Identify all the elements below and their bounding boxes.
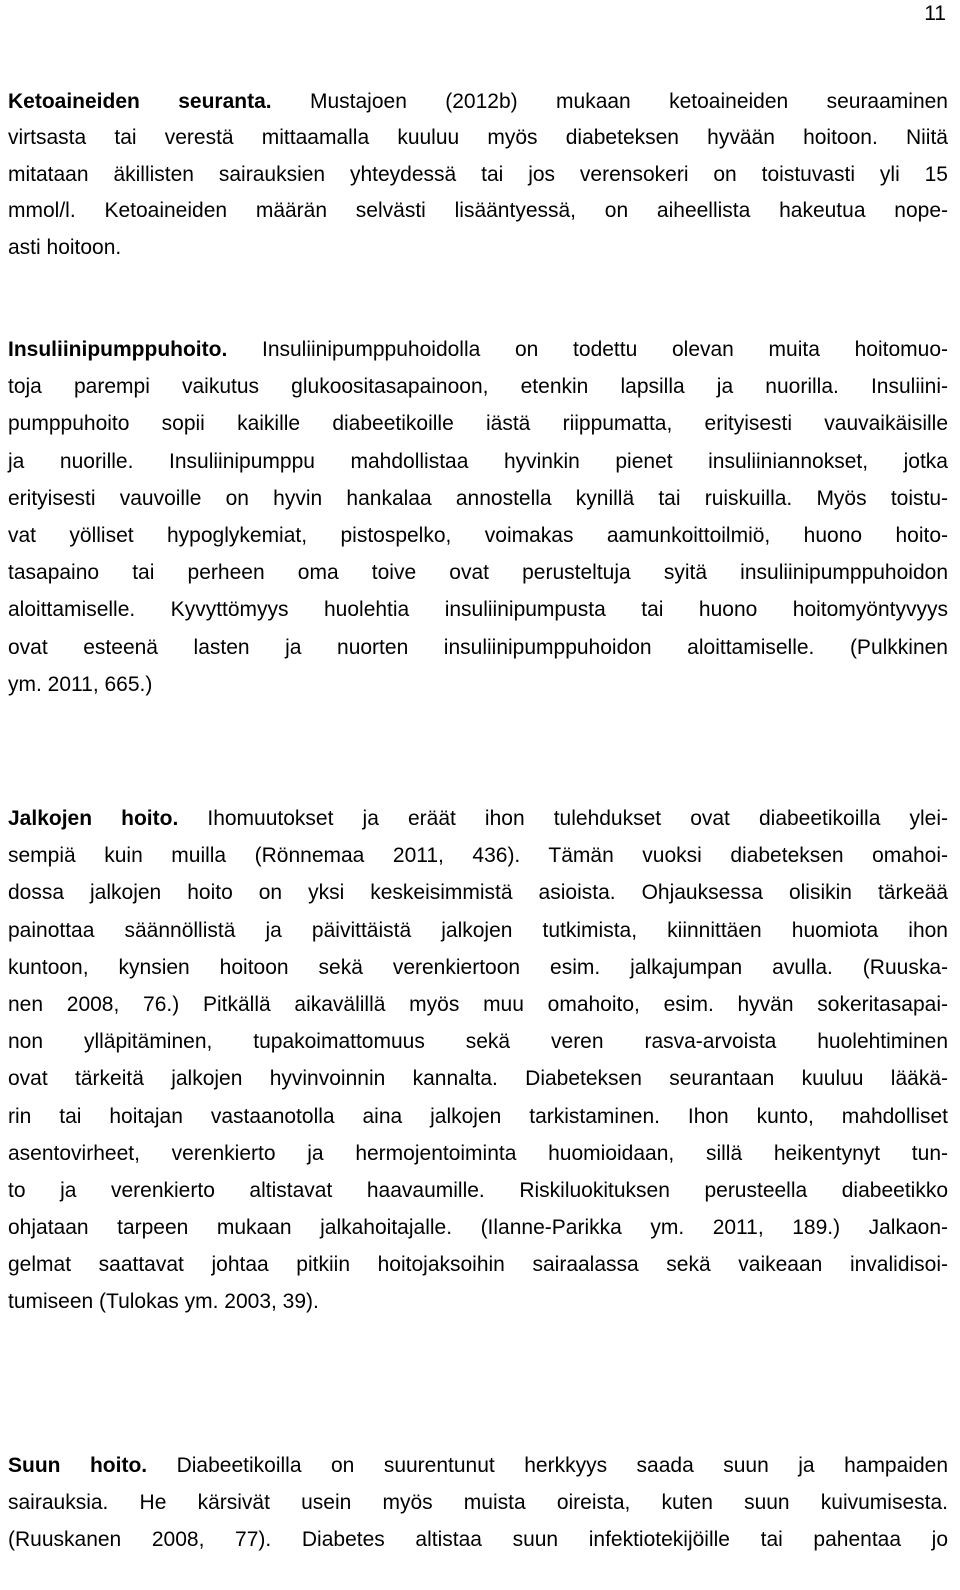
paragraph-line: non ylläpitäminen, tupakoimattomuus sekä veren rasva-arvoista huolehtiminen xyxy=(8,1030,948,1054)
paragraph-line: mitataan äkillisten sairauksien yhteydessä tai jos verensokeri on toistuvasti yli 15 xyxy=(8,162,948,186)
paragraph-line: toja parempi vaikutus glukoositasapainoon, etenkin lapsilla ja nuorilla. Insuliini- xyxy=(8,375,948,399)
section-ketoaineiden-seuranta xyxy=(8,84,948,266)
paragraph-line xyxy=(8,1447,948,1484)
paragraph-line: mmol/l. Ketoaineiden määrän selvästi lisääntyessä, on aiheellista hakeutua nope- xyxy=(8,199,948,223)
paragraph-line: ovat tärkeitä jalkojen hyvinvoinnin kannalta. Diabeteksen seurantaan kuuluu lääkä- xyxy=(8,1067,948,1091)
paragraph-line: to ja verenkierto altistavat haavaumille. Riskiluokituksen perusteella diabeetikko xyxy=(8,1178,948,1202)
page-number: 11 xyxy=(924,2,946,25)
paragraph-line: ja nuorille. Insuliinipumppu mahdollistaa hyvinkin pienet insuliiniannokset, jotka xyxy=(8,449,948,473)
paragraph-line: gelmat saattavat johtaa pitkiin hoitojaksoihin sairaalassa sekä vaikeaan invalidisoi- xyxy=(8,1253,948,1277)
section-heading: Insuliinipumppuhoito. xyxy=(8,338,228,361)
paragraph-text: Diabeetikoilla on suurentunut herkkyys saada suun ja hampaiden xyxy=(147,1454,948,1477)
section-suun-hoito xyxy=(8,1447,948,1559)
section-jalkojen-hoito xyxy=(8,800,948,1321)
paragraph-line: ovat esteenä lasten ja nuorten insuliinipumppuhoidon aloittamiselle. (Pulkkinen xyxy=(8,635,948,659)
paragraph-line: sempiä kuin muilla (Rönnemaa 2011, 436). Tämän vuoksi diabeteksen omahoi- xyxy=(8,844,948,868)
section-heading: Ketoaineiden seuranta. xyxy=(8,90,272,113)
paragraph-line: kuntoon, kynsien hoitoon sekä verenkiertoon esim. jalkajumpan avulla. (Ruuska- xyxy=(8,955,948,979)
paragraph-line: erityisesti vauvoille on hyvin hankalaa annostella kynillä tai ruiskuilla. Myös toistu- xyxy=(8,486,948,510)
paragraph-line: dossa jalkojen hoito on yksi keskeisimmistä asioista. Ohjauksessa olisikin tärkeää xyxy=(8,881,948,905)
paragraph-line: pumppuhoito sopii kaikille diabeetikoille iästä riippumatta, erityisesti vauvaikäisille xyxy=(8,412,948,436)
paragraph-line: asti hoitoon. xyxy=(8,235,122,259)
paragraph-text: Ihomuutokset ja eräät ihon tulehdukset ovat diabeetikoilla ylei- xyxy=(178,807,948,830)
paragraph-line xyxy=(8,331,948,368)
paragraph-line: ohjataan tarpeen mukaan jalkahoitajalle. (Ilanne-Parikka ym. 2011, 189.) Jalkaon- xyxy=(8,1216,948,1240)
paragraph-line: vat yölliset hypoglykemiat, pistospelko, voimakas aamunkoittoilmiö, huono hoito- xyxy=(8,523,948,547)
section-heading: Suun hoito. xyxy=(8,1454,148,1477)
paragraph-line: painottaa säännöllistä ja päivittäistä jalkojen tutkimista, kiinnittäen huomiota ihon xyxy=(8,918,948,942)
paragraph-line: asentovirheet, verenkierto ja hermojentoiminta huomioidaan, sillä heikentynyt tun- xyxy=(8,1141,948,1165)
paragraph-line: sairauksia. He kärsivät usein myös muista oireista, kuten suun kuivumisesta. xyxy=(8,1491,948,1515)
paragraph-line xyxy=(8,800,948,837)
paragraph-line: tumiseen (Tulokas ym. 2003, 39). xyxy=(8,1290,319,1314)
section-heading: Jalkojen hoito. xyxy=(8,807,179,830)
paragraph-line xyxy=(8,84,948,120)
paragraph-line: tasapaino tai perheen oma toive ovat perusteltuja syitä insuliinipumppuhoidon xyxy=(8,561,948,585)
paragraph-line: ym. 2011, 665.) xyxy=(8,672,153,696)
paragraph-line: (Ruuskanen 2008, 77). Diabetes altistaa suun infektiotekijöille tai pahentaa jo xyxy=(8,1528,948,1552)
section-insuliinipumppuhoito xyxy=(8,331,948,703)
paragraph-text: Insuliinipumppuhoidolla on todettu olevan muita hoitomuo- xyxy=(227,338,948,361)
paragraph-text: Mustajoen (2012b) mukaan ketoaineiden seuraaminen xyxy=(271,90,948,113)
paragraph-line: rin tai hoitajan vastaanotolla aina jalkojen tarkistaminen. Ihon kunto, mahdolliset xyxy=(8,1104,948,1128)
paragraph-line: virtsasta tai verestä mittaamalla kuuluu myös diabeteksen hyvään hoitoon. Niitä xyxy=(8,126,948,150)
paragraph-line: nen 2008, 76.) Pitkällä aikavälillä myös muu omahoito, esim. hyvän sokeritasapai- xyxy=(8,992,948,1016)
paragraph-line: aloittamiselle. Kyvyttömyys huolehtia insuliinipumpusta tai huono hoitomyöntyvyys xyxy=(8,598,948,622)
